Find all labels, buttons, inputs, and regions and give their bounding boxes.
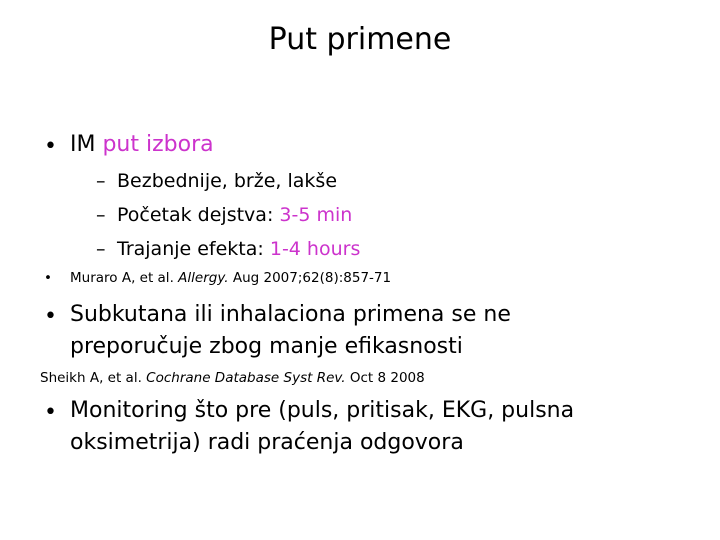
dash-icon: –	[96, 238, 106, 260]
onset-value: 3-5 min	[279, 204, 353, 226]
ref2-authors: Sheikh A, et al.	[40, 370, 147, 386]
slide-title: Put primene	[268, 22, 452, 57]
bullet-icon: •	[44, 304, 57, 329]
ref1-details: Aug 2007;62(8):857-71	[228, 270, 392, 286]
duration-label: Trajanje efekta:	[117, 238, 270, 260]
ref2-details: Oct 8 2008	[345, 370, 425, 386]
onset-label: Početak dejstva:	[117, 204, 280, 226]
bullet-subcutaneous-line2: preporučuje zbog manje efikasnosti	[70, 334, 463, 359]
bullet-icon: •	[44, 134, 57, 159]
bullet-icon: •	[44, 400, 57, 425]
bullet-icon: •	[44, 270, 52, 286]
sub-bullet-onset	[117, 204, 352, 226]
bullet-monitoring-line1: Monitoring što pre (puls, pritisak, EKG, pulsna	[70, 398, 575, 423]
reference-sheikh	[40, 370, 425, 386]
bullet-monitoring-line2: oksimetrija) radi praćenja odgovora	[70, 430, 464, 455]
ref1-journal: Allergy.	[178, 270, 229, 286]
bullet-im-route	[70, 132, 214, 157]
bullet-im-highlight: put izbora	[102, 132, 214, 157]
duration-value: 1-4 hours	[269, 238, 361, 260]
dash-icon: –	[96, 170, 106, 192]
sub-bullet-duration	[117, 238, 360, 260]
dash-icon: –	[96, 204, 106, 226]
bullet-subcutaneous-line1: Subkutana ili inhalaciona primena se ne	[70, 302, 511, 327]
reference-muraro	[70, 270, 391, 286]
ref1-authors: Muraro A, et al.	[70, 270, 179, 286]
bullet-im-prefix: IM	[70, 132, 103, 157]
ref2-journal: Cochrane Database Syst Rev.	[146, 370, 346, 386]
sub-bullet-safety: Bezbednije, brže, lakše	[117, 170, 338, 192]
